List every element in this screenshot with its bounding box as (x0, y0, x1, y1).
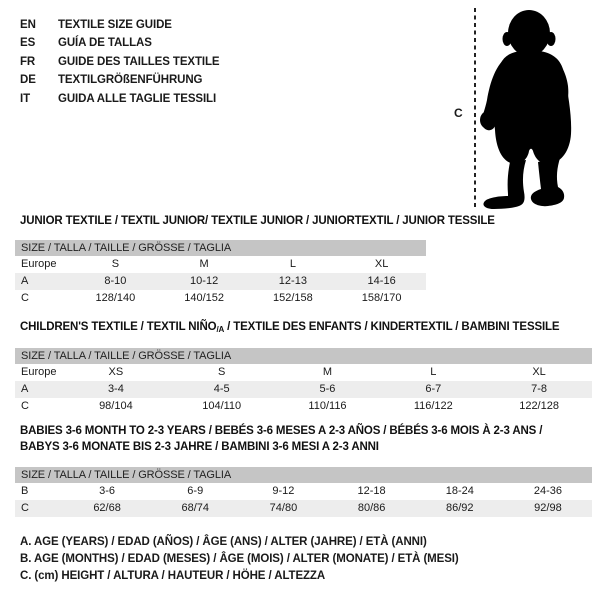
table-row (15, 381, 592, 398)
row-label: B (21, 485, 29, 497)
size-cell: 104/110 (202, 400, 242, 412)
language-header (20, 16, 220, 108)
size-cell: 74/80 (269, 502, 298, 514)
table-row (15, 364, 592, 381)
size-cell: 116/122 (413, 400, 453, 412)
size-cell: 62/68 (93, 502, 121, 514)
language-title: GUÍA DE TALLAS (58, 37, 152, 50)
size-cell: 3-6 (99, 485, 116, 497)
size-cell: 152/158 (272, 292, 313, 304)
legend-line-a: A. AGE (YEARS) / EDAD (AÑOS) / ÂGE (ANS) / ALTER (JAHRE) / ETÀ (ANNI) (20, 536, 427, 548)
size-cell: M (322, 366, 333, 378)
babies-title-line2: BABYS 3-6 MONATE BIS 2-3 JAHRE / BAMBINI 3-6 MESI A 2-3 ANNI (20, 441, 379, 453)
size-cell: 140/152 (184, 292, 224, 304)
toddler-silhouette-icon (478, 6, 578, 210)
babies-size-table (15, 467, 592, 517)
language-title: TEXTILGRÖßENFÜHRUNG (58, 74, 203, 87)
size-header-bar: SIZE / TALLA / TAILLE / GRÖSSE / TAGLIA (15, 348, 592, 364)
row-label: Europe (21, 366, 57, 378)
size-cell: 80/86 (357, 502, 386, 514)
size-cell: 24-36 (533, 485, 563, 497)
size-cell: 128/140 (95, 292, 136, 304)
size-header-bar: SIZE / TALLA / TAILLE / GRÖSSE / TAGLIA (15, 240, 426, 256)
size-cell: 12-13 (278, 275, 307, 287)
size-cell: 122/128 (519, 400, 559, 412)
language-title: GUIDA ALLE TAGLIE TESSILI (58, 92, 217, 105)
size-cell: 158/170 (361, 292, 402, 304)
language-row-en (20, 16, 220, 34)
size-cell: 98/104 (99, 400, 133, 412)
language-row-de (20, 71, 220, 89)
height-measure-dashed-line (474, 8, 476, 207)
size-cell: 5-6 (319, 383, 336, 395)
measurement-legend (20, 534, 459, 586)
size-cell: 3-4 (107, 383, 124, 395)
babies-table-title (20, 423, 542, 455)
language-code: EN (20, 19, 36, 31)
language-title: GUIDE DES TAILLES TEXTILE (58, 55, 220, 68)
size-cell: 6-9 (187, 485, 204, 497)
language-row-fr (20, 53, 220, 71)
language-row-es (20, 34, 220, 52)
row-label: A (21, 383, 29, 395)
size-cell: 18-24 (445, 485, 474, 497)
table-row (15, 500, 592, 517)
size-cell: S (218, 366, 226, 378)
language-code: FR (20, 55, 36, 68)
size-cell: 7-8 (531, 383, 548, 395)
row-label: A (21, 275, 29, 287)
size-cell: 92/98 (534, 502, 562, 514)
size-header-bar: SIZE / TALLA / TAILLE / GRÖSSE / TAGLIA (15, 467, 592, 483)
junior-size-table (15, 240, 426, 307)
language-code: ES (20, 37, 36, 50)
size-cell: 86/92 (446, 502, 474, 514)
row-label: C (21, 292, 29, 304)
legend-line-b: B. AGE (MONTHS) / EDAD (MESES) / ÂGE (MOIS) / ALTER (MONATE) / ETÀ (MESI) (20, 553, 459, 566)
row-label: Europe (21, 258, 57, 270)
row-label: C (21, 502, 29, 514)
height-label-c: C (454, 106, 463, 120)
language-row-it (20, 90, 220, 108)
language-code: IT (20, 92, 31, 105)
children-size-table (15, 348, 592, 415)
size-cell: 10-12 (190, 275, 219, 287)
size-cell: 6-7 (425, 383, 442, 395)
size-cell: L (430, 366, 437, 378)
table-row (15, 290, 426, 307)
babies-title-line1: BABIES 3-6 MONTH TO 2-3 YEARS / BEBÉS 3-6 MESES A 2-3 AÑOS / BÉBÉS 3-6 MOIS À 2-3 ANS / (20, 425, 543, 437)
language-title: TEXTILE SIZE GUIDE (58, 19, 172, 31)
size-cell: 110/116 (308, 400, 347, 412)
language-code: DE (20, 74, 36, 87)
size-cell: L (289, 258, 296, 270)
table-row (15, 273, 426, 290)
nino-a-subscript: /A (216, 325, 225, 334)
table-row (15, 483, 592, 500)
size-cell: M (199, 258, 209, 270)
size-cell: XS (108, 366, 124, 378)
children-table-title: CHILDREN'S TEXTILE / TEXTIL NIÑO/A / TEXTILE DES ENFANTS / KINDERTEXTIL / BAMBINI TESSILE (20, 321, 560, 334)
row-label: C (21, 400, 29, 412)
size-cell: S (111, 258, 120, 270)
size-cell: 12-18 (357, 485, 386, 497)
size-cell: 8-10 (104, 275, 127, 287)
size-cell: XL (374, 258, 389, 270)
legend-line-c: C. (cm) HEIGHT / ALTURA / HAUTEUR / HÖHE / ALTEZZA (20, 570, 326, 583)
size-cell: 68/74 (181, 502, 210, 514)
table-row (15, 256, 426, 273)
size-cell: 4-5 (213, 383, 230, 395)
size-cell: 14-16 (367, 275, 396, 287)
size-cell: 9-12 (272, 485, 295, 497)
junior-table-title: JUNIOR TEXTILE / TEXTIL JUNIOR/ TEXTILE JUNIOR / JUNIORTEXTIL / JUNIOR TESSILE (20, 215, 495, 227)
table-row (15, 398, 592, 415)
size-cell: XL (532, 366, 546, 378)
